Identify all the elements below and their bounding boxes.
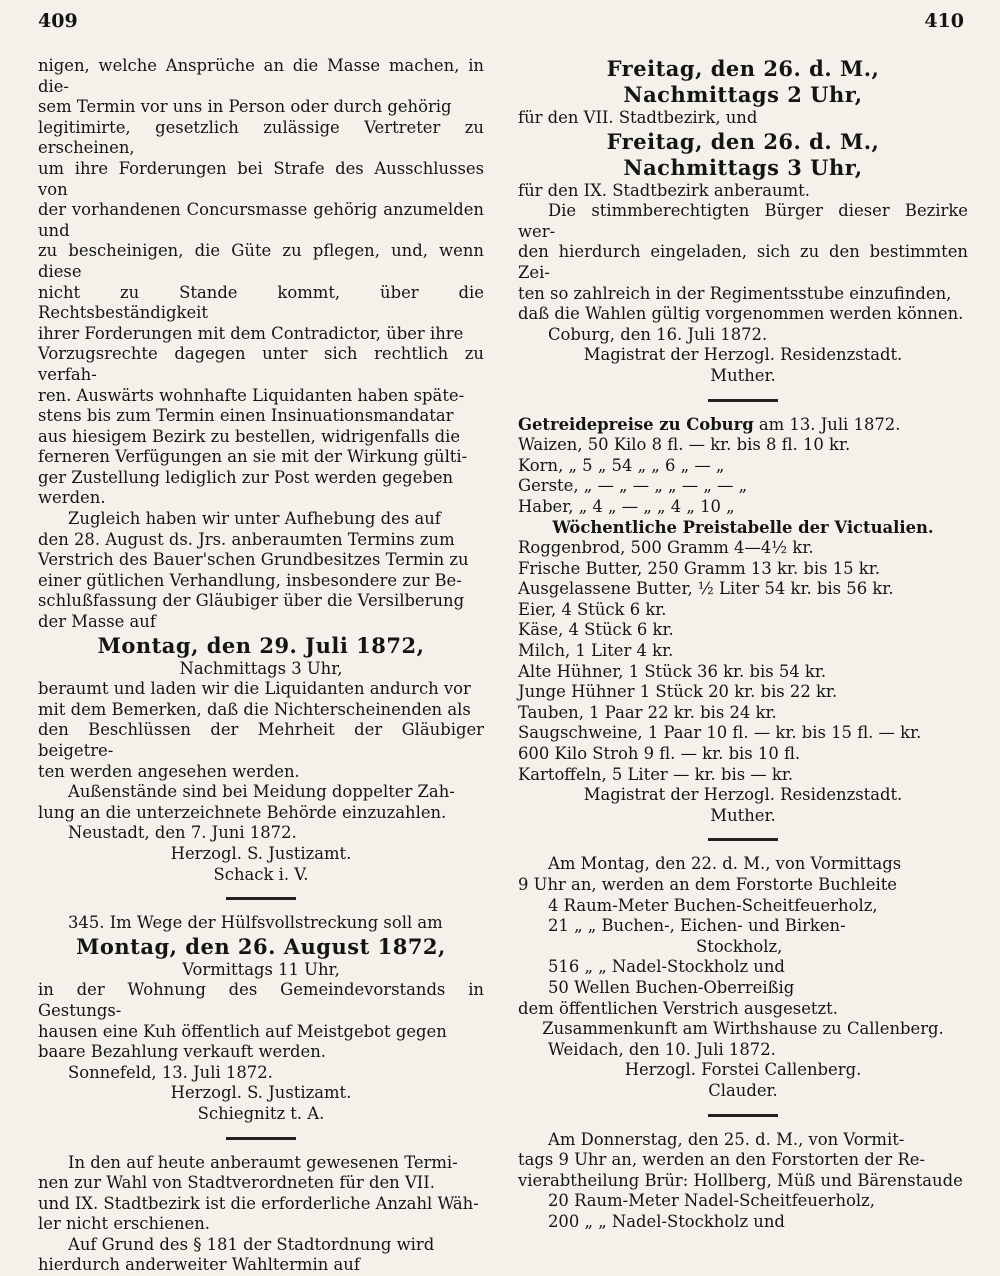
text-line: um ihre Forderungen bei Strafe des Ausschlusses von [38, 159, 484, 200]
text-line: hausen eine Kuh öffentlich auf Meistgebot gegen [38, 1022, 484, 1043]
text-line: 50 Wellen Buchen-Oberreißig [518, 978, 968, 999]
text-line: Am Montag, den 22. d. M., von Vormittags [518, 854, 968, 875]
text-line: ler nicht erschienen. [38, 1214, 484, 1235]
text-line: ferneren Verfügungen an sie mit der Wirkung gülti- [38, 447, 484, 468]
hearing-notice-text [38, 509, 484, 633]
office-signature: Herzogl. Forstei Callenberg. [518, 1060, 968, 1081]
text-line: ihrer Forderungen mit dem Contradictor, über ihre [38, 324, 484, 345]
text-line: ger Zustellung lediglich zur Post werden gegeben [38, 468, 484, 489]
election-notice-text [38, 1153, 484, 1276]
text-line: Auf Grund des § 181 der Stadtordnung wird [38, 1235, 484, 1256]
text-line: legitimirte, gesetzlich zulässige Vertreter zu erscheinen, [38, 118, 484, 159]
victual-row: Roggenbrod, 500 Gramm 4—4½ kr. [518, 538, 968, 559]
text-line: der Masse auf [38, 612, 484, 633]
text-line: baare Bezahlung verkauft werden. [38, 1042, 484, 1063]
page-number-right: 410 [924, 10, 964, 32]
district-line: für den IX. Stadtbezirk anberaumt. [518, 181, 968, 202]
date-heading: Freitag, den 26. d. M., [518, 56, 968, 82]
victual-row: Milch, 1 Liter 4 kr. [518, 641, 968, 662]
text-line: schlußfassung der Gläubiger über die Versilberung [38, 591, 484, 612]
auction-notice-text [38, 913, 484, 934]
text-line: lung an die unterzeichnete Behörde einzuzahlen. [38, 803, 484, 824]
text-line: Die stimmberechtigten Bürger dieser Bezirke wer- [518, 201, 968, 242]
summons-text [38, 679, 484, 823]
text-line: 21 „ „ Buchen-, Eichen- und Birken- [518, 916, 968, 937]
office-signature: Herzogl. S. Justizamt. [38, 1083, 484, 1104]
separator-rule [226, 897, 296, 900]
text-line: Verstrich des Bauer'schen Grundbesitzes Termin zu [38, 550, 484, 571]
place-date: Coburg, den 16. Juli 1872. [518, 325, 968, 346]
text-line: stens bis zum Termin einen Insinuationsmandatar [38, 406, 484, 427]
text-line: aus hiesigem Bezirk zu bestellen, widrigenfalls die [38, 427, 484, 448]
wood-sale-notice-text [518, 854, 968, 1019]
office-signature: Magistrat der Herzogl. Residenzstadt. [518, 345, 968, 366]
time-heading: Nachmittags 3 Uhr, [518, 155, 968, 181]
text-line: einer gütlichen Verhandlung, insbesondere zur Be- [38, 571, 484, 592]
district-line: für den VII. Stadtbezirk, und [518, 108, 968, 129]
text-line: Zugleich haben wir unter Aufhebung des auf [38, 509, 484, 530]
page-number-left: 409 [38, 10, 78, 32]
text-line: 20 Raum-Meter Nadel-Scheitfeuerholz, [518, 1191, 968, 1212]
victual-row: Tauben, 1 Paar 22 kr. bis 24 kr. [518, 703, 968, 724]
signer-name: Muther. [518, 806, 968, 827]
victual-row: Kartoffeln, 5 Liter — kr. bis — kr. [518, 765, 968, 786]
text-line: dem öffentlichen Verstrich ausgesetzt. [518, 999, 968, 1020]
text-line: den 28. August ds. Jrs. anberaumten Termins zum [38, 530, 484, 551]
victual-row: Junge Hühner 1 Stück 20 kr. bis 22 kr. [518, 682, 968, 703]
wood-sale-notice-text-2 [518, 1130, 968, 1233]
text-line: der vorhandenen Concursmasse gehörig anzumelden und [38, 200, 484, 241]
price-row: Korn, „ 5 „ 54 „ „ 6 „ — „ [518, 456, 968, 477]
text-line: vierabtheilung Brür: Hollberg, Müß und Bärenstaude [518, 1171, 968, 1192]
text-line: den Beschlüssen der Mehrheit der Gläubiger beigetre- [38, 720, 484, 761]
office-signature: Magistrat der Herzogl. Residenzstadt. [518, 785, 968, 806]
text-line: ten werden angesehen werden. [38, 762, 484, 783]
date-heading: Montag, den 29. Juli 1872, [38, 633, 484, 659]
office-signature: Herzogl. S. Justizamt. [38, 844, 484, 865]
separator-rule [226, 1137, 296, 1140]
separator-rule [708, 838, 778, 841]
text-line: und IX. Stadtbezirk ist die erforderliche Anzahl Wäh- [38, 1194, 484, 1215]
date-heading: Freitag, den 26. d. M., [518, 129, 968, 155]
auction-details-text [38, 980, 484, 1062]
time-line: Vormittags 11 Uhr, [38, 960, 484, 981]
price-row: Gerste, „ — „ — „ „ — „ — „ [518, 476, 968, 497]
election-invitation-text [518, 201, 968, 325]
text-line: 9 Uhr an, werden an dem Forstorte Buchleite [518, 875, 968, 896]
text-line: nen zur Wahl von Stadtverordneten für den VII. [38, 1173, 484, 1194]
victual-row: Eier, 4 Stück 6 kr. [518, 600, 968, 621]
signer-name: Muther. [518, 366, 968, 387]
right-column [518, 56, 968, 1233]
time-heading: Nachmittags 2 Uhr, [518, 82, 968, 108]
signer-name: Schiegnitz t. A. [38, 1104, 484, 1125]
separator-rule [708, 399, 778, 402]
signer-name: Schack i. V. [38, 865, 484, 886]
time-line: Nachmittags 3 Uhr, [38, 659, 484, 680]
text-line: nigen, welche Ansprüche an die Masse machen, in die- [38, 56, 484, 97]
price-row: Haber, „ 4 „ — „ „ 4 „ 10 „ [518, 497, 968, 518]
text-line: Stockholz, [518, 937, 968, 958]
text-line: In den auf heute anberaumt gewesenen Termi- [38, 1153, 484, 1174]
grain-prices-heading [518, 415, 968, 436]
date-heading: Montag, den 26. August 1872, [38, 934, 484, 960]
victual-row: 600 Kilo Stroh 9 fl. — kr. bis 10 fl. [518, 744, 968, 765]
text-line: Am Donnerstag, den 25. d. M., von Vormit- [518, 1130, 968, 1151]
place-date: Neustadt, den 7. Juni 1872. [38, 823, 484, 844]
text-line: den hierdurch eingeladen, sich zu den bestimmten Zei- [518, 242, 968, 283]
left-column [38, 56, 484, 1276]
text-line: in der Wohnung des Gemeindevorstands in Gestungs- [38, 980, 484, 1021]
text-line: tags 9 Uhr an, werden an den Forstorten der Re- [518, 1150, 968, 1171]
text-line: zu bescheinigen, die Güte zu pflegen, und, wenn diese [38, 241, 484, 282]
text-line: beraumt und laden wir die Liquidanten andurch vor [38, 679, 484, 700]
victual-row: Alte Hühner, 1 Stück 36 kr. bis 54 kr. [518, 662, 968, 683]
text-line: nicht zu Stande kommt, über die Rechtsbeständigkeit [38, 283, 484, 324]
signer-name: Clauder. [518, 1081, 968, 1102]
text-line: 200 „ „ Nadel-Stockholz und [518, 1212, 968, 1233]
text-line: 516 „ „ Nadel-Stockholz und [518, 957, 968, 978]
text-line: Außenstände sind bei Meidung doppelter Zah- [38, 782, 484, 803]
grain-prices-title: Getreidepreise zu Coburg [518, 415, 754, 434]
text-line: werden. [38, 488, 484, 509]
text-line: ten so zahlreich in der Regimentsstube einzufinden, [518, 284, 968, 305]
grain-prices-date: am 13. Juli 1872. [759, 415, 901, 434]
victuals-heading: Wöchentliche Preistabelle der Victualien. [518, 518, 968, 539]
victual-row: Ausgelassene Butter, ½ Liter 54 kr. bis 56 kr. [518, 579, 968, 600]
victual-row: Frische Butter, 250 Gramm 13 kr. bis 15 kr. [518, 559, 968, 580]
text-line: daß die Wahlen gültig vorgenommen werden können. [518, 304, 968, 325]
victual-row: Käse, 4 Stück 6 kr. [518, 620, 968, 641]
text-line: sem Termin vor uns in Person oder durch gehörig [38, 97, 484, 118]
bankruptcy-notice-text [38, 56, 484, 509]
text-line: ren. Auswärts wohnhafte Liquidanten haben späte- [38, 386, 484, 407]
price-row: Waizen, 50 Kilo 8 fl. — kr. bis 8 fl. 10 kr. [518, 435, 968, 456]
place-date: Sonnefeld, 13. Juli 1872. [38, 1063, 484, 1084]
text-line: mit dem Bemerken, daß die Nichterscheinenden als [38, 700, 484, 721]
separator-rule [708, 1114, 778, 1117]
victual-row: Saugschweine, 1 Paar 10 fl. — kr. bis 15 fl. — kr. [518, 723, 968, 744]
text-line: Vorzugsrechte dagegen unter sich rechtlich zu verfah- [38, 344, 484, 385]
place-date: Weidach, den 10. Juli 1872. [518, 1040, 968, 1061]
text-line: hierdurch anderweiter Wahltermin auf [38, 1255, 484, 1276]
meeting-point: Zusammenkunft am Wirthshause zu Callenberg. [518, 1019, 968, 1040]
text-line: 4 Raum-Meter Buchen-Scheitfeuerholz, [518, 896, 968, 917]
text-line: 345. Im Wege der Hülfsvollstreckung soll am [38, 913, 484, 934]
